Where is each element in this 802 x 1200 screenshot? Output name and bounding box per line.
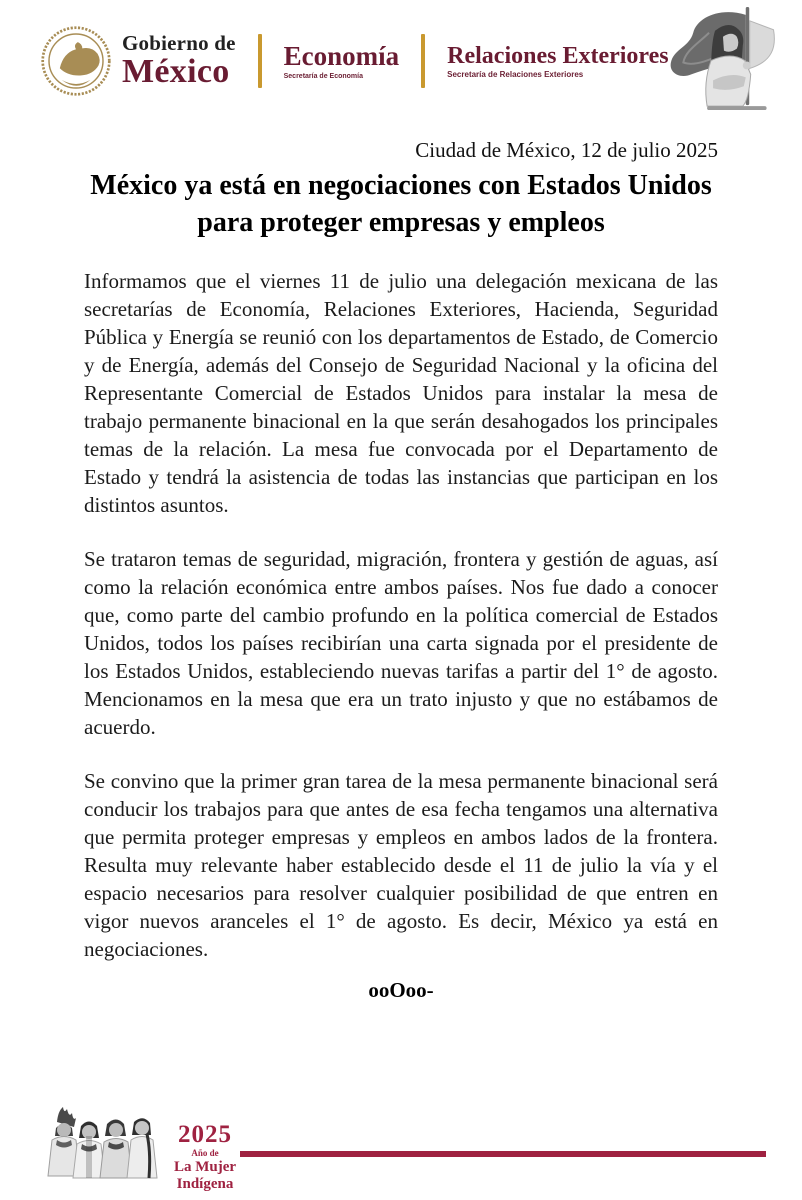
woman-with-flag-image [648, 3, 790, 117]
closing-mark: ooOoo- [368, 978, 434, 1002]
government-header [40, 14, 669, 108]
secretaria-economia [283, 40, 400, 80]
letter-content [84, 136, 718, 1003]
secretaria-relaciones-exteriores [447, 44, 669, 79]
relaciones-exteriores-subtitle: Secretaría de Relaciones Exteriores [447, 69, 584, 79]
gold-divider [258, 34, 262, 88]
indigenous-women-image [44, 1106, 164, 1190]
paragraph-1: Informamos que el viernes 11 de julio una delegación mexicana de las secretarías de Economía, Relaciones Exteriores, Hacienda, Seguridad Pública y Energía se reunió con los departamentos de Estado, de Comercio y de Energía, además del Consejo de Seguridad Nacional y la oficina del Representante Comercial de Estados Unidos para instalar la mesa de trabajo permanente binacional en la que serán desahogados los principales temas de la relación. La mesa fue convocada por el Departamento de Estado y tendrá la asistencia de todas las instancias que participan en los distintos asuntos. [84, 269, 718, 517]
indigena-label: Indígena [176, 1176, 234, 1192]
gold-divider [421, 34, 425, 88]
paragraph-2: Se trataron temas de seguridad, migración, frontera y gestión de aguas, así como la relación económica entre ambos países. Nos fue dado a conocer que, como parte del cambio profundo en la política comercial de Estados Unidos, todos los países recibirían una carta signada por el presidente de los Estados Unidos, estableciendo nuevas tarifas a partir del 1° de agosto. Mencionamos en la mesa que era un trato injusto y que no estábamos de acuerdo. [84, 547, 718, 739]
page-title: México ya está en negociaciones con Estados Unidos para proteger empresas y empleos [90, 170, 712, 238]
eagle-seal-icon [40, 22, 112, 100]
gobierno-de-label: Gobierno de [122, 31, 236, 55]
la-mujer-label: La Mujer [173, 1159, 237, 1175]
paragraph-3: Se convino que la primer gran tarea de la mesa permanente binacional será conducir los trabajos para que antes de esa fecha tengamos una alternativa que permita proteger empresas y empleos en ambos lados de la frontera. Resulta muy relevante haber establecido desde el 11 de julio la vía y el espacio necesarios para resolver cualquier posibilidad de que entren en vigor nuevos aranceles el 1° de agosto. Es decir, México ya está en negociaciones. [84, 769, 718, 961]
footer-divider-line [240, 1151, 766, 1157]
dateline: Ciudad de México, 12 de julio 2025 [415, 138, 718, 162]
ano-de-label: Año de [191, 1148, 219, 1158]
economia-label: Economía [283, 40, 400, 71]
gobierno-de-mexico-wordmark [122, 33, 236, 89]
economia-subtitle: Secretaría de Economía [283, 72, 363, 80]
year-2025-logo [166, 1122, 244, 1192]
year-label: 2025 [178, 1121, 232, 1148]
relaciones-exteriores-label: Relaciones Exteriores [447, 42, 669, 69]
mexico-label: México [122, 53, 230, 90]
